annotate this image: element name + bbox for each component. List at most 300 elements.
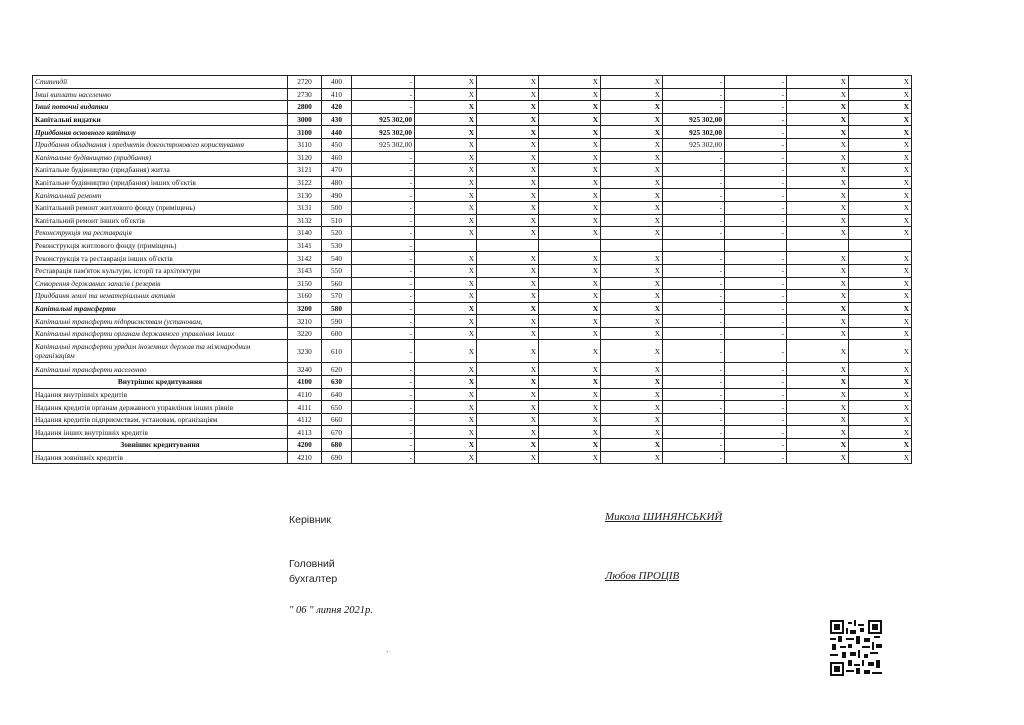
cell-x1: X <box>415 176 477 189</box>
cell-v3: - <box>725 176 787 189</box>
cell-v3: - <box>725 113 787 126</box>
cell-v1: - <box>352 277 415 290</box>
cell-name: Реставрація пам'яток культури, історії та архітектури <box>33 264 288 277</box>
cell-x6: X <box>849 340 912 363</box>
cell-x2: X <box>477 401 539 414</box>
cell-x6: X <box>849 227 912 240</box>
cell-x6: X <box>849 401 912 414</box>
cell-x4: X <box>601 151 663 164</box>
cell-x1: X <box>415 214 477 227</box>
cell-x1: X <box>415 252 477 265</box>
cell-line: 450 <box>322 138 352 151</box>
cell-x1: X <box>415 315 477 328</box>
cell-x5: X <box>787 302 849 315</box>
cell-v1: - <box>352 176 415 189</box>
cell-code: 3141 <box>288 239 322 252</box>
cell-x5: X <box>787 176 849 189</box>
cell-v3: - <box>725 201 787 214</box>
cell-x3: X <box>539 252 601 265</box>
cell-x4: X <box>601 201 663 214</box>
cell-x6: X <box>849 302 912 315</box>
cell-x5: X <box>787 76 849 89</box>
table-row <box>33 426 912 439</box>
cell-x3: X <box>539 302 601 315</box>
cell-x6: X <box>849 189 912 202</box>
cell-x6: X <box>849 413 912 426</box>
cell-x5: X <box>787 214 849 227</box>
cell-x2: X <box>477 376 539 389</box>
cell-v2: - <box>663 88 725 101</box>
cell-v2: - <box>663 363 725 376</box>
cell-x2: X <box>477 214 539 227</box>
cell-v3: - <box>725 88 787 101</box>
cell-v3: - <box>725 138 787 151</box>
table-row <box>33 76 912 89</box>
cell-v3: - <box>725 277 787 290</box>
cell-x4: X <box>601 113 663 126</box>
table-row <box>33 227 912 240</box>
cell-x1: X <box>415 413 477 426</box>
cell-x6: X <box>849 426 912 439</box>
cell-code: 4200 <box>288 439 322 452</box>
cell-x4: X <box>601 189 663 202</box>
cell-line: 460 <box>322 151 352 164</box>
cell-x3: X <box>539 264 601 277</box>
cell-x6: X <box>849 315 912 328</box>
cell-v3: - <box>725 189 787 202</box>
table-row <box>33 164 912 177</box>
cell-name: Надання кредитів підприємствам, установам, організаціям <box>33 413 288 426</box>
cell-x1: X <box>415 201 477 214</box>
cell-x2: X <box>477 327 539 340</box>
table-row <box>33 340 912 363</box>
table-row <box>33 201 912 214</box>
cell-name: Стипендії <box>33 76 288 89</box>
cell-name: Капітальні трансферти урядам іноземних держав та міжнародним організаціям <box>33 340 288 363</box>
cell-x1: X <box>415 401 477 414</box>
cell-x5: X <box>787 113 849 126</box>
cell-name: Капітальний ремонт інших об'єктів <box>33 214 288 227</box>
cell-v3: - <box>725 401 787 414</box>
cell-v1: - <box>352 302 415 315</box>
cell-x1: X <box>415 227 477 240</box>
cell-v1: - <box>352 201 415 214</box>
cell-x6: X <box>849 451 912 464</box>
cell-x2: X <box>477 201 539 214</box>
cell-x5: X <box>787 88 849 101</box>
cell-x5: X <box>787 101 849 114</box>
cell-x5: X <box>787 413 849 426</box>
cell-v2: - <box>663 201 725 214</box>
cell-code: 4112 <box>288 413 322 426</box>
cell-v2: - <box>663 214 725 227</box>
cell-x6: X <box>849 264 912 277</box>
cell-x5: X <box>787 227 849 240</box>
cell-x5: X <box>787 189 849 202</box>
cell-x2: X <box>477 176 539 189</box>
cell-v3: - <box>725 426 787 439</box>
cell-x1: X <box>415 113 477 126</box>
cell-x4: X <box>601 126 663 139</box>
cell-x6: X <box>849 376 912 389</box>
cell-x2: X <box>477 88 539 101</box>
cell-v1: 925 302,00 <box>352 138 415 151</box>
cell-x1: X <box>415 363 477 376</box>
cell-code: 3131 <box>288 201 322 214</box>
cell-v1: - <box>352 413 415 426</box>
cell-v2: - <box>663 176 725 189</box>
cell-v3: - <box>725 264 787 277</box>
cell-x4: X <box>601 88 663 101</box>
cell-x2: X <box>477 363 539 376</box>
cell-x5: X <box>787 138 849 151</box>
cell-line: 610 <box>322 340 352 363</box>
cell-line: 530 <box>322 239 352 252</box>
cell-v2: - <box>663 302 725 315</box>
cell-v2: - <box>663 340 725 363</box>
cell-x5: X <box>787 363 849 376</box>
cell-line: 440 <box>322 126 352 139</box>
cell-line: 470 <box>322 164 352 177</box>
cell-name: Капітальне будівництво (придбання) інших об'єктів <box>33 176 288 189</box>
cell-x6: X <box>849 151 912 164</box>
cell-name: Інші поточні видатки <box>33 101 288 114</box>
cell-x4 <box>601 239 663 252</box>
cell-line: 620 <box>322 363 352 376</box>
cell-x1: X <box>415 126 477 139</box>
cell-x2 <box>477 239 539 252</box>
cell-x5: X <box>787 315 849 328</box>
cell-x2: X <box>477 290 539 303</box>
table-row <box>33 88 912 101</box>
cell-v1: - <box>352 426 415 439</box>
cell-name: Придбання основного капіталу <box>33 126 288 139</box>
cell-v2: - <box>663 151 725 164</box>
cell-x4: X <box>601 76 663 89</box>
cell-x6: X <box>849 439 912 452</box>
cell-x1: X <box>415 439 477 452</box>
cell-v2: 925 302,00 <box>663 138 725 151</box>
cell-line: 660 <box>322 413 352 426</box>
cell-v3: - <box>725 76 787 89</box>
cell-x2: X <box>477 302 539 315</box>
cell-v3: - <box>725 340 787 363</box>
cell-x3: X <box>539 113 601 126</box>
cell-code: 2800 <box>288 101 322 114</box>
cell-v3: - <box>725 214 787 227</box>
cell-x1: X <box>415 151 477 164</box>
cell-code: 3150 <box>288 277 322 290</box>
cell-name: Капітальні трансферти органам державного управління інших <box>33 327 288 340</box>
table-row <box>33 176 912 189</box>
cell-x5: X <box>787 401 849 414</box>
cell-name: Внутрішнє кредитування <box>33 376 288 389</box>
cell-x1: X <box>415 164 477 177</box>
table-row <box>33 151 912 164</box>
cell-v1: - <box>352 290 415 303</box>
table-row <box>33 214 912 227</box>
cell-x4: X <box>601 413 663 426</box>
cell-v3: - <box>725 252 787 265</box>
accountant-title-line-2: бухгалтер <box>289 573 338 585</box>
cell-v1: - <box>352 88 415 101</box>
cell-v2: - <box>663 388 725 401</box>
cell-x4: X <box>601 214 663 227</box>
cell-x1: X <box>415 302 477 315</box>
cell-x6: X <box>849 388 912 401</box>
cell-x2: X <box>477 138 539 151</box>
accountant-title-line-1: Головний <box>289 558 335 570</box>
cell-name: Зовнішнє кредитування <box>33 439 288 452</box>
cell-code: 3210 <box>288 315 322 328</box>
cell-x3: X <box>539 439 601 452</box>
cell-line: 680 <box>322 439 352 452</box>
cell-v1: - <box>352 439 415 452</box>
table-row <box>33 252 912 265</box>
cell-x3: X <box>539 126 601 139</box>
cell-x4: X <box>601 315 663 328</box>
table-row <box>33 439 912 452</box>
cell-x4: X <box>601 277 663 290</box>
cell-x6: X <box>849 164 912 177</box>
cell-name: Капітальні видатки <box>33 113 288 126</box>
cell-v1: - <box>352 189 415 202</box>
cell-x4: X <box>601 101 663 114</box>
cell-v1: - <box>352 340 415 363</box>
cell-line: 580 <box>322 302 352 315</box>
cell-x6: X <box>849 88 912 101</box>
cell-x1: X <box>415 376 477 389</box>
cell-x1: X <box>415 290 477 303</box>
cell-x5: X <box>787 201 849 214</box>
cell-v3: - <box>725 227 787 240</box>
cell-v1: - <box>352 388 415 401</box>
cell-x2: X <box>477 451 539 464</box>
cell-line: 490 <box>322 189 352 202</box>
cell-x3: X <box>539 376 601 389</box>
cell-v3: - <box>725 315 787 328</box>
cell-x4: X <box>601 451 663 464</box>
cell-x2: X <box>477 101 539 114</box>
table-row <box>33 264 912 277</box>
cell-x2: X <box>477 277 539 290</box>
cell-x5: X <box>787 439 849 452</box>
table-row <box>33 189 912 202</box>
table-row <box>33 401 912 414</box>
cell-line: 500 <box>322 201 352 214</box>
cell-code: 3110 <box>288 138 322 151</box>
cell-name: Капітальне будівництво (придбання) <box>33 151 288 164</box>
cell-x4: X <box>601 252 663 265</box>
cell-line: 540 <box>322 252 352 265</box>
cell-x4: X <box>601 401 663 414</box>
cell-x6: X <box>849 214 912 227</box>
cell-x5: X <box>787 451 849 464</box>
cell-x5: X <box>787 126 849 139</box>
cell-v3: - <box>725 376 787 389</box>
cell-v2 <box>663 239 725 252</box>
cell-name: Надання кредитів органам державного управління інших рівнів <box>33 401 288 414</box>
cell-v1: - <box>352 214 415 227</box>
cell-name: Капітальний ремонт <box>33 189 288 202</box>
cell-x3: X <box>539 76 601 89</box>
cell-code: 3130 <box>288 189 322 202</box>
cell-line: 520 <box>322 227 352 240</box>
cell-code: 4210 <box>288 451 322 464</box>
cell-v1: - <box>352 264 415 277</box>
cell-x3: X <box>539 176 601 189</box>
cell-code: 3140 <box>288 227 322 240</box>
cell-v1: - <box>352 327 415 340</box>
cell-name: Інші виплати населенню <box>33 88 288 101</box>
table-row <box>33 413 912 426</box>
cell-x6: X <box>849 201 912 214</box>
cell-v3: - <box>725 302 787 315</box>
cell-x3: X <box>539 388 601 401</box>
cell-code: 4111 <box>288 401 322 414</box>
cell-x6: X <box>849 252 912 265</box>
cell-x4: X <box>601 164 663 177</box>
cell-x4: X <box>601 302 663 315</box>
cell-code: 3122 <box>288 176 322 189</box>
table-row <box>33 290 912 303</box>
cell-name: Створення державних запасів і резервів <box>33 277 288 290</box>
cell-x6: X <box>849 363 912 376</box>
head-title: Керівник <box>289 514 331 526</box>
cell-x2: X <box>477 264 539 277</box>
cell-line: 560 <box>322 277 352 290</box>
cell-v2: 925 302,00 <box>663 126 725 139</box>
cell-v3: - <box>725 151 787 164</box>
cell-x3: X <box>539 413 601 426</box>
cell-x1: X <box>415 101 477 114</box>
cell-name: Капітальні трансферти підприємствам (установам, <box>33 315 288 328</box>
cell-x1 <box>415 239 477 252</box>
cell-x4: X <box>601 138 663 151</box>
cell-v3: - <box>725 439 787 452</box>
cell-v3: - <box>725 451 787 464</box>
table-row <box>33 239 912 252</box>
cell-x2: X <box>477 227 539 240</box>
cell-x2: X <box>477 164 539 177</box>
cell-x1: X <box>415 388 477 401</box>
cell-x4: X <box>601 290 663 303</box>
cell-x1: X <box>415 340 477 363</box>
cell-x3: X <box>539 227 601 240</box>
cell-x1: X <box>415 327 477 340</box>
cell-code: 4113 <box>288 426 322 439</box>
cell-line: 630 <box>322 376 352 389</box>
cell-x4: X <box>601 426 663 439</box>
cell-line: 590 <box>322 315 352 328</box>
cell-v3: - <box>725 363 787 376</box>
cell-x1: X <box>415 189 477 202</box>
cell-code: 4100 <box>288 376 322 389</box>
cell-x1: X <box>415 264 477 277</box>
cell-x5: X <box>787 327 849 340</box>
cell-x2: X <box>477 315 539 328</box>
cell-v2: - <box>663 439 725 452</box>
cell-x6: X <box>849 327 912 340</box>
table-row <box>33 302 912 315</box>
cell-x1: X <box>415 426 477 439</box>
table-row <box>33 363 912 376</box>
cell-code: 3230 <box>288 340 322 363</box>
table-row <box>33 113 912 126</box>
cell-name: Капітальні трансферти <box>33 302 288 315</box>
cell-v1: - <box>352 76 415 89</box>
cell-x2: X <box>477 113 539 126</box>
cell-v3: - <box>725 164 787 177</box>
cell-line: 410 <box>322 88 352 101</box>
cell-x6: X <box>849 126 912 139</box>
cell-x3: X <box>539 88 601 101</box>
qr-code-icon <box>830 620 882 676</box>
cell-v2: - <box>663 376 725 389</box>
cell-v2: - <box>663 101 725 114</box>
cell-x6: X <box>849 176 912 189</box>
cell-code: 3121 <box>288 164 322 177</box>
cell-x2: X <box>477 388 539 401</box>
cell-line: 640 <box>322 388 352 401</box>
cell-x3: X <box>539 164 601 177</box>
cell-v3: - <box>725 388 787 401</box>
cell-x2: X <box>477 76 539 89</box>
budget-report-table <box>32 75 912 464</box>
cell-x4: X <box>601 388 663 401</box>
cell-code: 3100 <box>288 126 322 139</box>
cell-x5: X <box>787 376 849 389</box>
cell-v3: - <box>725 126 787 139</box>
cell-v2: - <box>663 413 725 426</box>
cell-name: Реконструкція житлового фонду (приміщень) <box>33 239 288 252</box>
cell-x6 <box>849 239 912 252</box>
cell-v2: - <box>663 327 725 340</box>
cell-x6: X <box>849 290 912 303</box>
cell-v1: - <box>352 164 415 177</box>
cell-x4: X <box>601 327 663 340</box>
cell-v2: - <box>663 401 725 414</box>
cell-v1: - <box>352 252 415 265</box>
cell-v2: - <box>663 76 725 89</box>
cell-x3: X <box>539 151 601 164</box>
table-row <box>33 138 912 151</box>
cell-code: 3142 <box>288 252 322 265</box>
cell-x3: X <box>539 214 601 227</box>
cell-x5 <box>787 239 849 252</box>
cell-code: 3000 <box>288 113 322 126</box>
cell-v1: - <box>352 227 415 240</box>
cell-v1: - <box>352 451 415 464</box>
cell-x5: X <box>787 277 849 290</box>
cell-v1: - <box>352 151 415 164</box>
cell-x3: X <box>539 138 601 151</box>
cell-v1: - <box>352 376 415 389</box>
cell-x1: X <box>415 138 477 151</box>
cell-x2: X <box>477 151 539 164</box>
cell-x3: X <box>539 401 601 414</box>
cell-v2: - <box>663 315 725 328</box>
table-row <box>33 327 912 340</box>
cell-code: 3120 <box>288 151 322 164</box>
table-row <box>33 388 912 401</box>
cell-line: 690 <box>322 451 352 464</box>
cell-code: 3143 <box>288 264 322 277</box>
document-date: " 06 " липня 2021р. <box>289 605 373 616</box>
cell-v1: - <box>352 101 415 114</box>
cell-v2: - <box>663 189 725 202</box>
cell-x3: X <box>539 340 601 363</box>
